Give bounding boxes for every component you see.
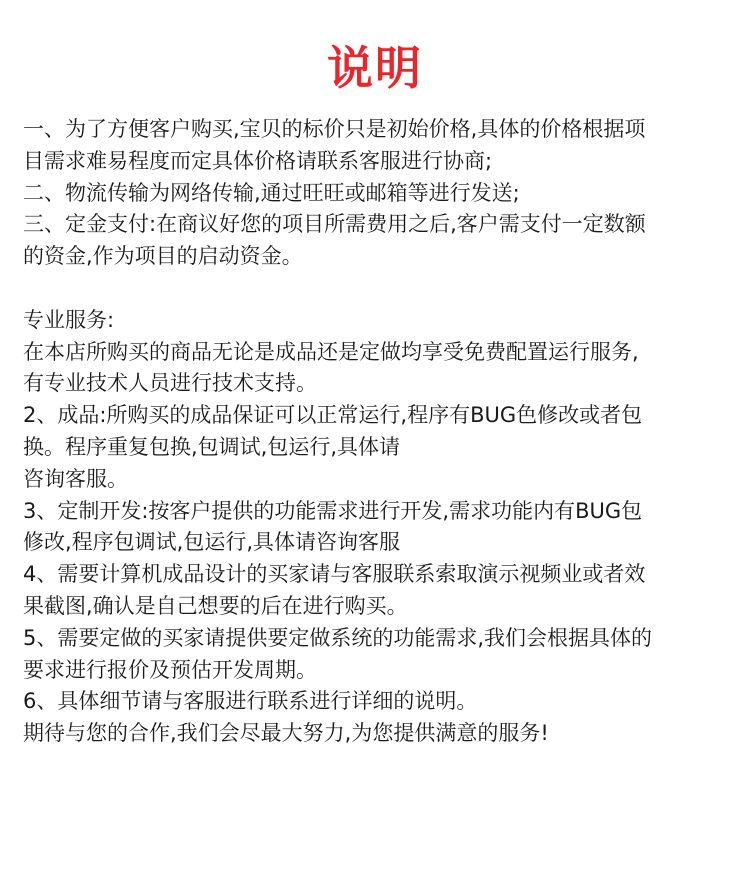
text-line: 修改,程序包调试,包运行,具体请咨询客服	[23, 530, 401, 555]
text-line: 目需求难易程度而定具体价格请联系客服进行协商;	[23, 148, 493, 173]
text-line: 在本店所购买的商品无论是成品还是定做均享受免费配置运行服务,	[23, 339, 639, 364]
text-line: 换。程序重复包换,包调试,包运行,具体请	[23, 434, 401, 459]
text-line: 一、为了方便客户购买,宝贝的标价只是初始价格,具体的价格根据项	[23, 117, 646, 141]
text-line: 要求进行报价及预估开发周期。	[23, 657, 317, 682]
text-line: 的资金,作为项目的启动资金。	[23, 244, 303, 269]
text-line: 期待与您的合作,我们会尽最大努力,为您提供满意的服务!	[23, 721, 549, 746]
text-line: 三、定金支付:在商议好您的项目所需费用之后,客户需支付一定数额	[23, 212, 646, 237]
blank-line	[23, 273, 735, 305]
text-line: 有专业技术人员进行技术支持。	[23, 371, 317, 396]
text-line: 6、具体细节请与客服进行联系进行详细的说明。	[23, 689, 478, 714]
text-line: 5、需要定做的买家请提供要定做系统的功能需求,我们会根据具体的	[23, 625, 653, 650]
text-line: 咨询客服。	[23, 466, 128, 491]
text-line: 3、定制开发:按客户提供的功能需求进行开发,需求功能内有BUG包	[23, 498, 643, 523]
text-line: 果截图,确认是自己想要的后在进行购买。	[23, 593, 408, 618]
text-line: 4、需要计算机成品设计的买家请与客服联系索取演示视频业或者效	[23, 562, 646, 587]
notice-body	[23, 114, 735, 750]
text-line: 专业服务:	[23, 307, 115, 332]
page-title: 说明	[327, 41, 423, 95]
text-line: 2、成品:所购买的成品保证可以正常运行,程序有BUG色修改或者包	[23, 403, 643, 428]
text-line: 二、物流传输为网络传输,通过旺旺或邮箱等进行发送;	[23, 180, 520, 205]
